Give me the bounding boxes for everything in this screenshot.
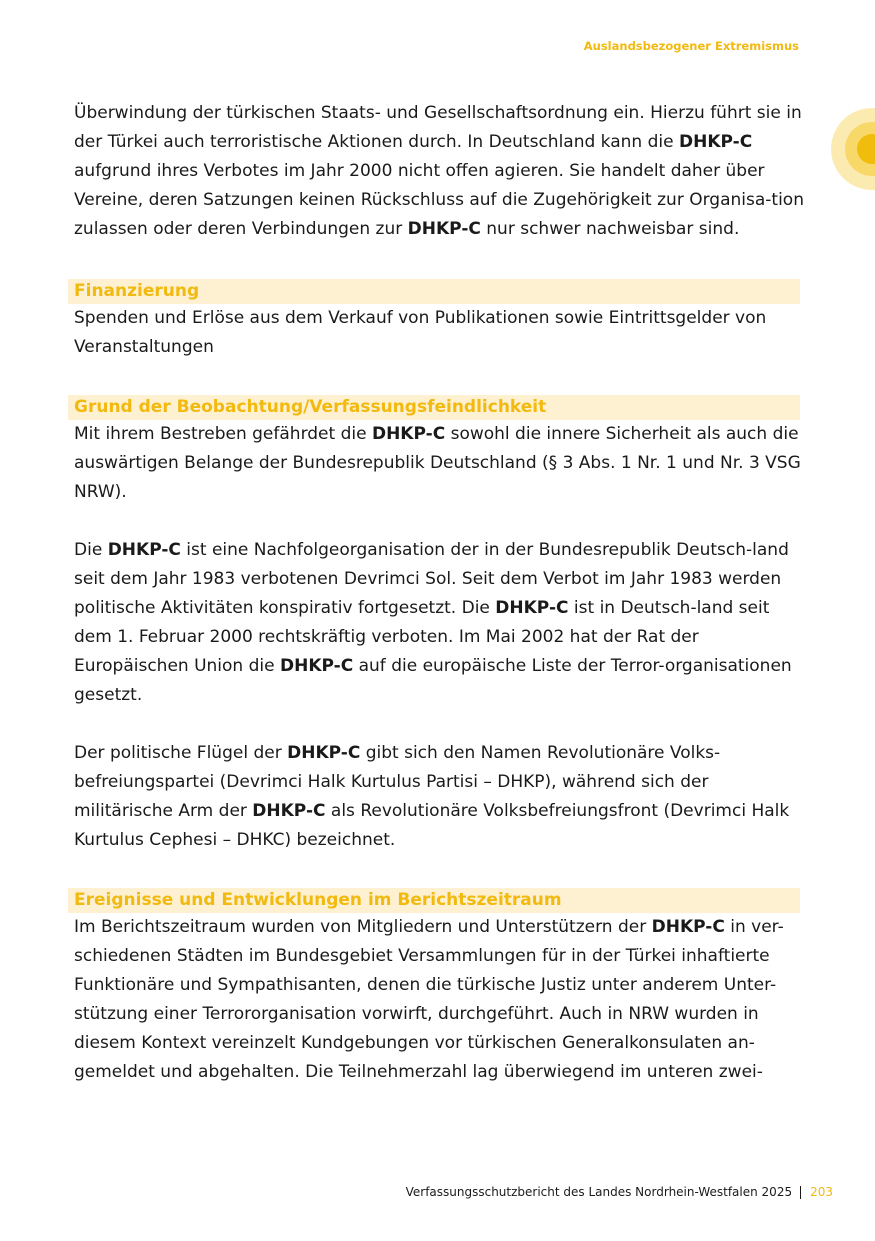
paragraph-nachfolge: Die DHKP-C ist eine Nachfolgeorganisation der in der Bundesrepublik Deutsch-land seit dem Jahr 1983 verbotenen Devrimci Sol. Seit dem Verbot im Jahr 1983 werden politische Aktivitäten konspirativ fortgesetzt. Die DHKP-C ist in Deutsch-land seit dem 1. Februar 2000 rechtskräftig verboten. Im Mai 2002 hat der Rat der Europäischen Union die DHKP-C auf die europäische Liste der Terror-organisationen gesetzt. — [74, 540, 792, 705]
paragraph-finanzierung: Spenden und Erlöse aus dem Verkauf von Publikationen sowie Eintrittsgelder von Veranstaltungen — [74, 308, 767, 357]
section-heading-grund: Grund der Beobachtung/Verfassungsfeindlichkeit — [68, 395, 800, 420]
paragraph-grund: Mit ihrem Bestreben gefährdet die DHKP-C sowohl die innere Sicherheit als auch die auswärtigen Belange der Bundesrepublik Deutschland (§ 3 Abs. 1 Nr. 1 und Nr. 3 VSG NRW). — [74, 424, 801, 502]
page-number: 203 — [810, 1185, 833, 1199]
page-footer — [406, 1185, 833, 1199]
page-body — [74, 99, 806, 1087]
section-heading-ereignisse: Ereignisse und Entwicklungen im Berichtszeitraum — [68, 888, 800, 913]
footer-publication-title: Verfassungsschutzbericht des Landes Nordrhein-Westfalen 2025 — [405, 1185, 793, 1199]
running-header: Auslandsbezogener Extremismus — [583, 39, 799, 53]
paragraph-fluegel: Der politische Flügel der DHKP-C gibt sich den Namen Revolutionäre Volks-befreiungspartei (Devrimci Halk Kurtulus Partisi – DHKP), während sich der militärische Arm der DHKP-C als Revolutionäre Volksbefreiungsfront (Devrimci Halk Kurtulus Cephesi – DHKC) bezeichnet. — [74, 743, 790, 850]
paragraph-intro: Überwindung der türkischen Staats- und Gesellschaftsordnung ein. Hierzu führt sie in der Türkei auch terroristische Aktionen durch. In Deutschland kann die DHKP-C aufgrund ihres Verbotes im Jahr 2000 nicht offen agieren. Sie handelt daher über Vereine, deren Satzungen keinen Rückschluss auf die Zugehörigkeit zur Organisa-tion zulassen oder deren Verbindungen zur DHKP-C nur schwer nachweisbar sind. — [74, 103, 804, 239]
paragraph-ereignisse: Im Berichtszeitraum wurden von Mitgliedern und Unterstützern der DHKP-C in ver-schiedenen Städten im Bundesgebiet Versammlungen für in der Türkei inhaftierte Funktionäre und Sympathisanten, denen die türkische Justiz unter anderem Unter-stützung einer Terrororganisation vorwirft, durchgeführt. Auch in NRW wurden in diesem Kontext vereinzelt Kundgebungen vor türkischen Generalkonsulaten an-gemeldet und abgehalten. Die Teilnehmerzahl lag überwiegend im unteren zwei- — [74, 917, 784, 1082]
section-heading-finanzierung: Finanzierung — [68, 279, 800, 304]
chapter-tab-marker — [831, 108, 875, 190]
footer-separator — [800, 1186, 801, 1199]
